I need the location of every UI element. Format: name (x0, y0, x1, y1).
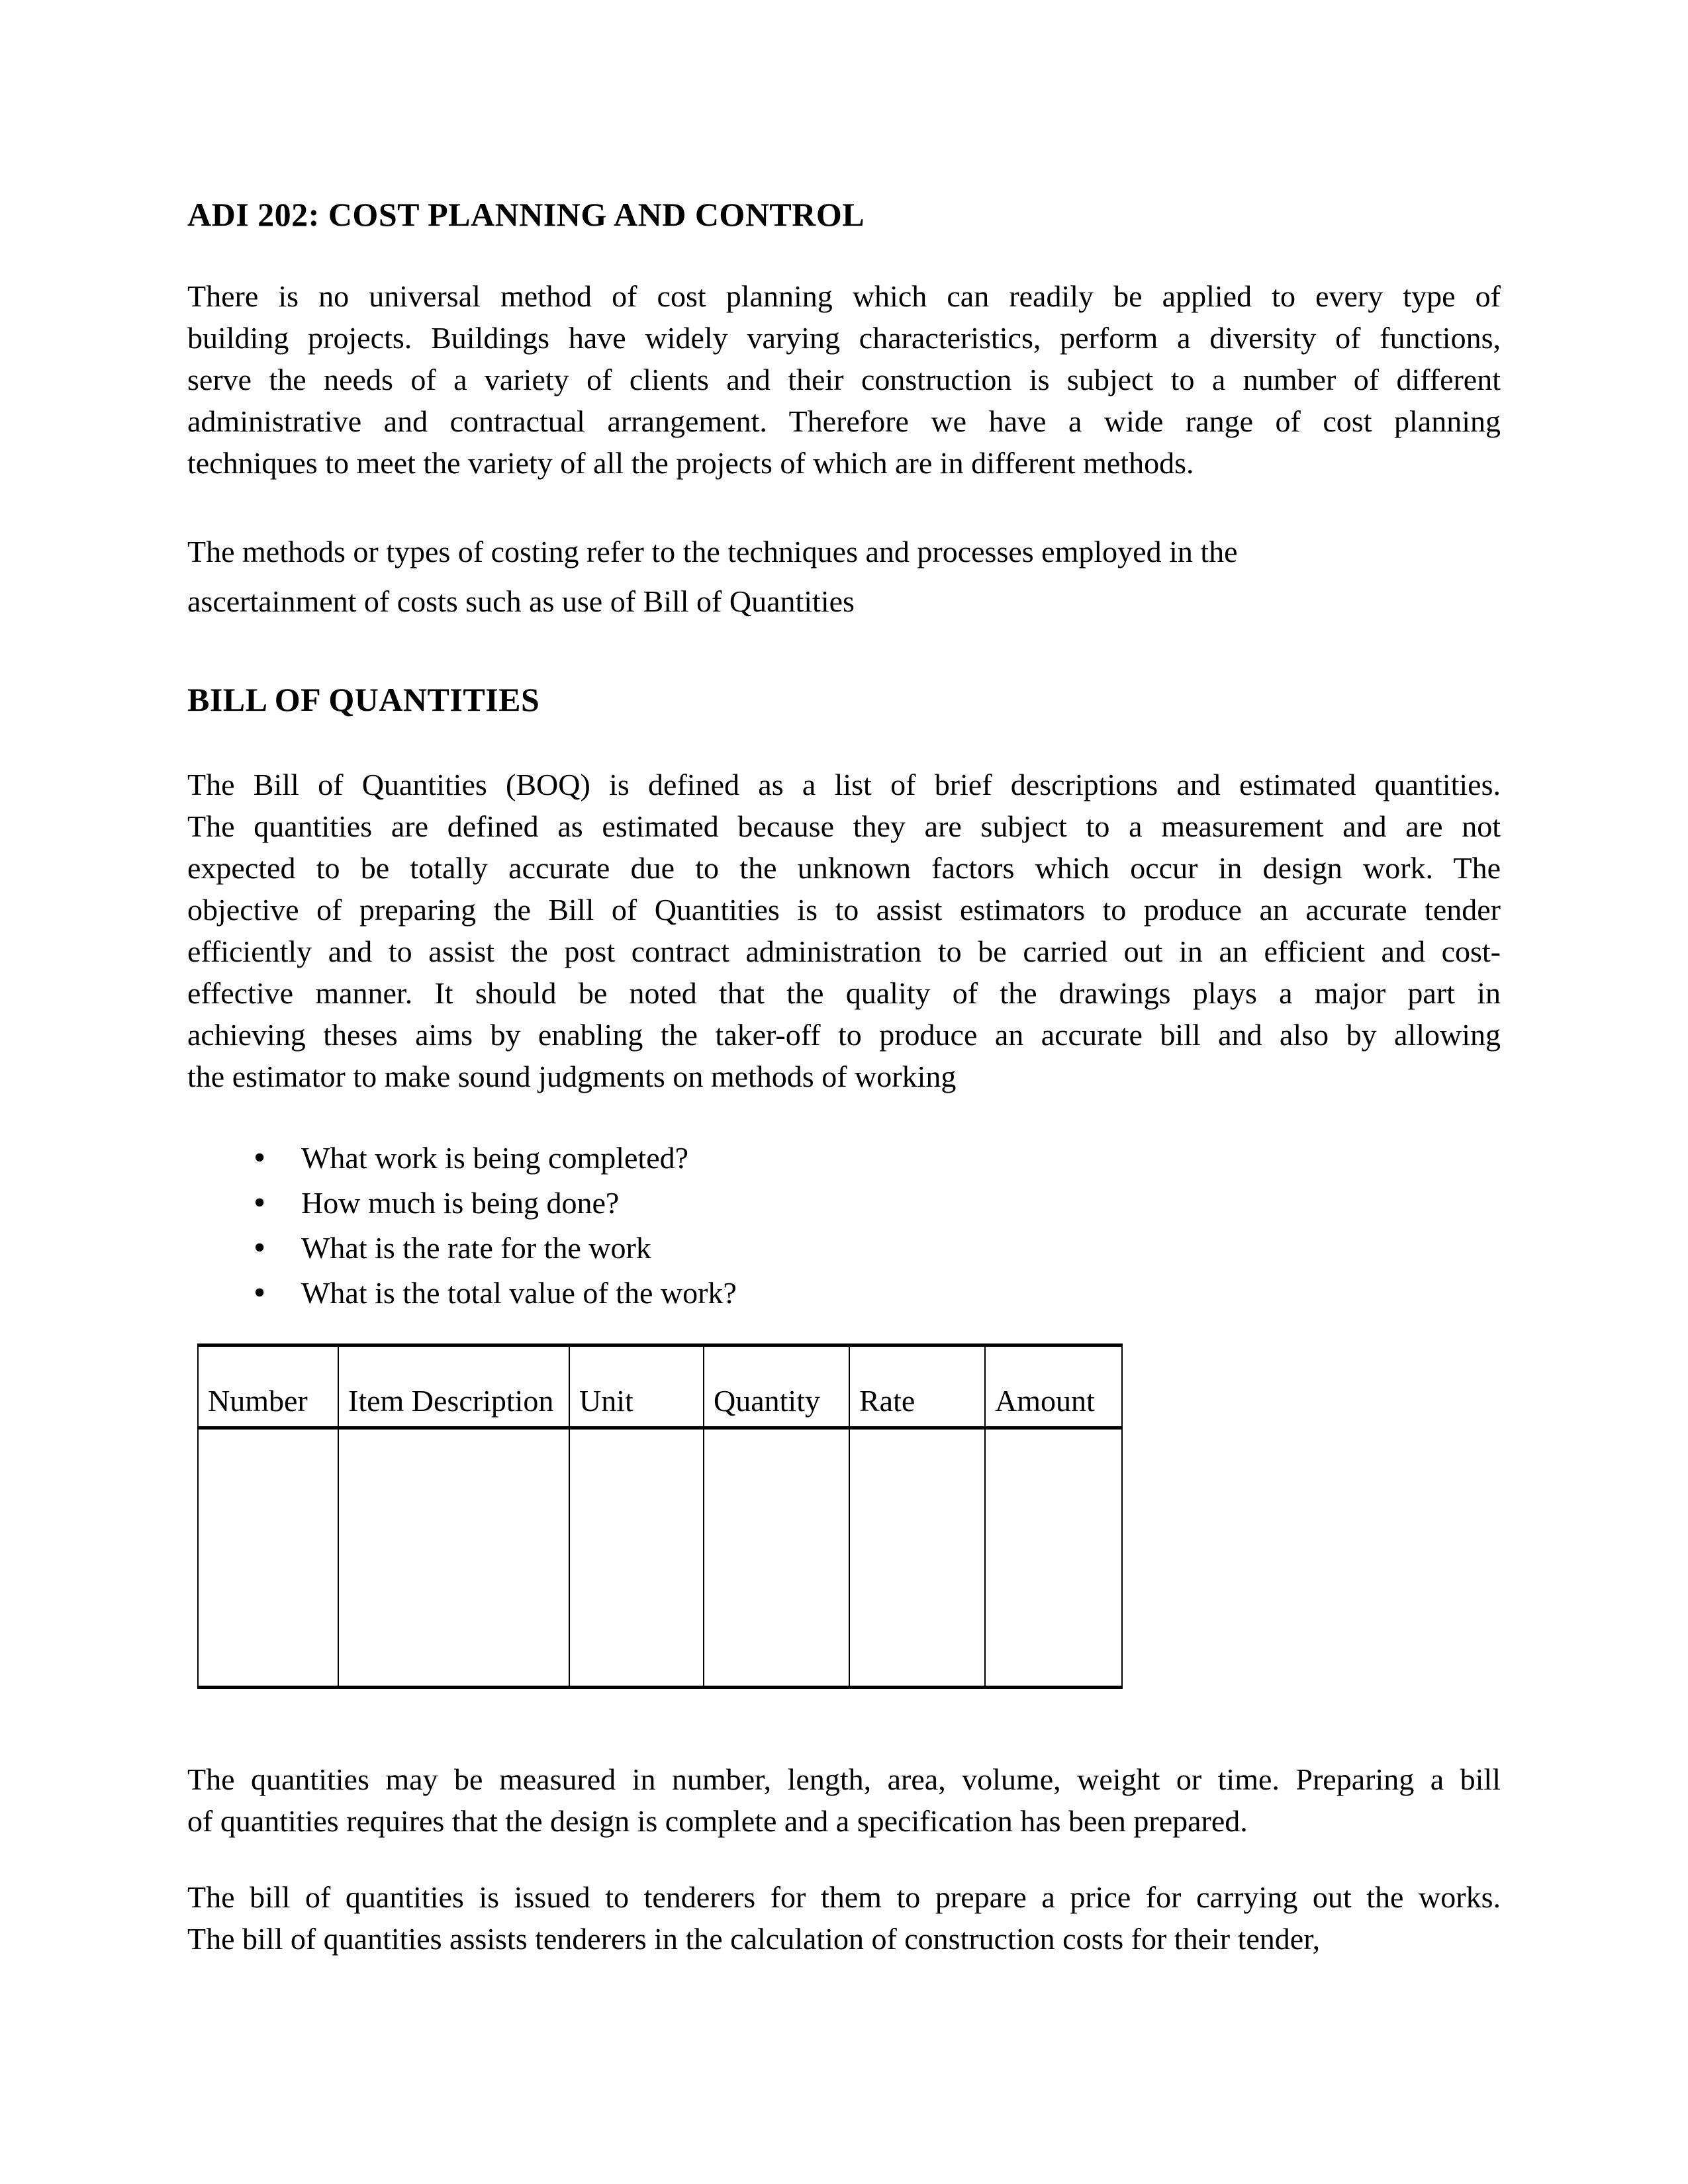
paragraph-intro (187, 275, 1501, 484)
text-line: • What work is being completed? (254, 1136, 1501, 1181)
text-line: effective manner. It should be noted that the quality of the drawings plays a major part in (187, 976, 1501, 1010)
bullet-list-boq-questions (254, 1136, 1501, 1316)
column-header-item-description: Item Description (338, 1345, 569, 1428)
page-content (187, 195, 1501, 1960)
boq-table (197, 1343, 1123, 1689)
text-line: the estimator to make sound judgments on methods of working (187, 1060, 957, 1093)
text-line: • How much is being done? (254, 1181, 1501, 1226)
paragraph-quantities-measured (187, 1758, 1501, 1842)
empty-cell-unit (569, 1428, 704, 1688)
text-line: efficiently and to assist the post contract administration to be carried out in an efficient and cost- (187, 934, 1501, 968)
text-line: techniques to meet the variety of all the projects of which are in different methods. (187, 446, 1194, 480)
column-header-unit: Unit (569, 1345, 704, 1428)
text-line: ascertainment of costs such as use of Bill of Quantities (187, 584, 855, 618)
page-title: ADI 202: COST PLANNING AND CONTROL (187, 196, 865, 233)
column-header-number: Number (198, 1345, 338, 1428)
text-line: serve the needs of a variety of clients and their construction is subject to a number of different (187, 363, 1501, 396)
empty-cell-quantity (704, 1428, 849, 1688)
empty-cell-amount (985, 1428, 1122, 1688)
text-line: administrative and contractual arrangement. Therefore we have a wide range of cost planning (187, 404, 1501, 438)
text-line: expected to be totally accurate due to the unknown factors which occur in design work. The (187, 851, 1501, 885)
boq-table-header-row (198, 1345, 1122, 1428)
text-line: There is no universal method of cost planning which can readily be applied to every type of (187, 279, 1501, 313)
text-line: objective of preparing the Bill of Quantities is to assist estimators to produce an accurate tender (187, 893, 1501, 927)
text-line: The Bill of Quantities (BOQ) is defined as a list of brief descriptions and estimated quantities. (187, 768, 1501, 801)
column-header-quantity: Quantity (704, 1345, 849, 1428)
empty-cell-rate (849, 1428, 985, 1688)
text-line: • What is the rate for the work (254, 1226, 1501, 1271)
text-line: achieving theses aims by enabling the taker-off to produce an accurate bill and also by allowing (187, 1018, 1501, 1052)
text-line: building projects. Buildings have widely varying characteristics, perform a diversity of functions, (187, 321, 1501, 355)
section-heading-bill-of-quantities: BILL OF QUANTITIES (187, 681, 540, 718)
text-line: The bill of quantities is issued to tenderers for them to prepare a price for carrying out the works. (187, 1880, 1501, 1914)
text-line: The quantities are defined as estimated because they are subject to a measurement and are not (187, 809, 1501, 843)
column-header-rate: Rate (849, 1345, 985, 1428)
paragraph-bill-issued (187, 1876, 1501, 1960)
boq-table-empty-row (198, 1428, 1122, 1688)
text-line: The bill of quantities assists tenderers in the calculation of construction costs for their tender, (187, 1922, 1321, 1956)
empty-cell-item-description (338, 1428, 569, 1688)
paragraph-methods-of-costing (187, 527, 1501, 626)
text-line: of quantities requires that the design is complete and a specification has been prepared. (187, 1804, 1248, 1838)
text-line: • What is the total value of the work? (254, 1271, 1501, 1316)
paragraph-boq-definition (187, 764, 1501, 1097)
empty-cell-number (198, 1428, 338, 1688)
column-header-amount: Amount (985, 1345, 1122, 1428)
text-line: The methods or types of costing refer to the techniques and processes employed in the (187, 535, 1238, 569)
text-line: The quantities may be measured in number, length, area, volume, weight or time. Preparing a bill (187, 1762, 1501, 1796)
